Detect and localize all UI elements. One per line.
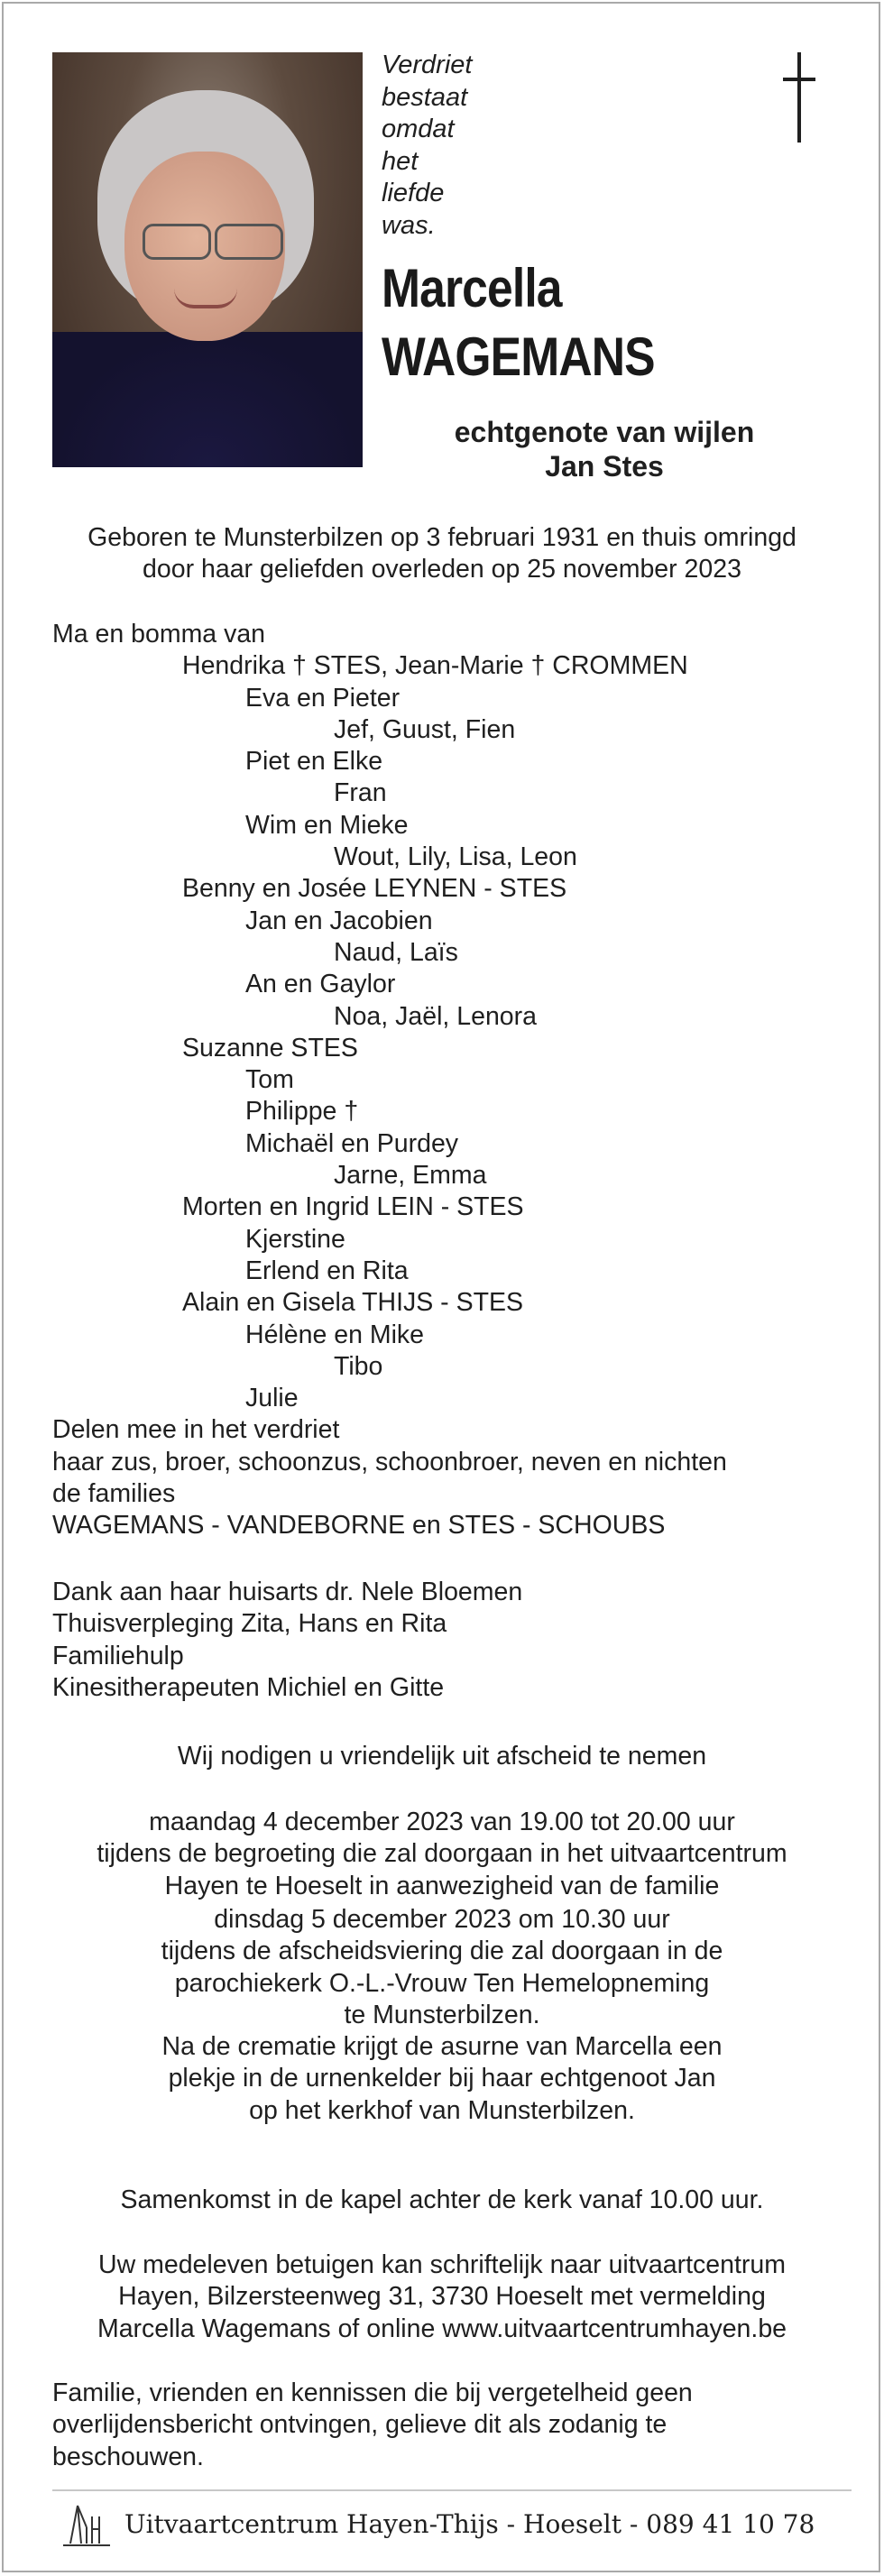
family-member-line: Noa, Jaël, Lenora [334, 1001, 537, 1031]
thanks-block: Dank aan haar huisarts dr. Nele Bloemen Thuisverpleging Zita, Hans en Rita Familiehulp Kinesitherapeuten Michiel en Gitte [52, 1578, 523, 1702]
family-member-line: Jef, Guust, Fien [334, 714, 516, 744]
family-member-line: Wim en Mieke [245, 810, 409, 840]
family-member-line: Philippe † [245, 1097, 359, 1127]
quote-line: liefde [382, 179, 445, 207]
family-member-line: Eva en Pieter [245, 683, 401, 713]
deceased-name [382, 254, 655, 391]
photo-glasses-left [143, 224, 211, 260]
family-member-line: Tom [245, 1065, 294, 1095]
cross-icon [783, 52, 815, 143]
funeral-home-logo-icon [60, 2500, 114, 2551]
family-member-line: haar zus, broer, schoonzus, schoonbroer, neven en nichten [52, 1447, 727, 1477]
footer [52, 2500, 852, 2551]
family-member-line: Kjerstine [245, 1224, 345, 1254]
footer-divider [52, 2489, 852, 2491]
photo-smile [174, 289, 237, 308]
spouse-info [388, 415, 821, 483]
family-member-line: Benny en Josée LEYNEN - STES [182, 874, 567, 904]
birth-death-info: Geboren te Munsterbilzen op 3 februari 1931 en thuis omringd door haar geliefden overleden op 25 november 2023 [87, 523, 797, 584]
family-member-line: Jan en Jacobien [245, 906, 433, 935]
family-member-line: Jarne, Emma [334, 1161, 487, 1191]
condolence-info: Uw medeleven betuigen kan schriftelijk naar uitvaartcentrum Hayen, Bilzersteenweg 31, 3730 Hoeselt met vermelding Marcella Wagemans of online www.uitvaartcentrumhayen.be [97, 2250, 787, 2343]
family-member-line: WAGEMANS - VANDEBORNE en STES - SCHOUBS [52, 1511, 666, 1541]
family-list [52, 619, 846, 1542]
quote [382, 50, 526, 242]
portrait-photo [52, 52, 363, 467]
family-member-line: Erlend en Rita [245, 1256, 409, 1285]
family-member-line: An en Gaylor [245, 970, 396, 999]
family-member-line: Naud, Laïs [334, 937, 458, 967]
family-member-line: Alain en Gisela THIJS - STES [182, 1288, 524, 1318]
first-name: Marcella [382, 258, 562, 318]
quote-line: bestaat [382, 82, 468, 112]
visitation-info: maandag 4 december 2023 van 19.00 tot 20.00 uur tijdens de begroeting die zal doorgaan in het uitvaartcentrum Hayen te Hoeselt in aanwezigheid van de familie [97, 1808, 787, 1900]
family-member-line: Fran [334, 778, 387, 808]
family-member-line: Hélène en Mike [245, 1320, 425, 1349]
ceremony-info: dinsdag 5 december 2023 om 10.30 uur tijdens de afscheidsviering die zal doorgaan in de parochiekerk O.-L.-Vrouw Ten Hemelopneming te Munsterbilzen. Na de crematie krijgt de asurne van Marcella een plekje in de urnenkelder bij haar echtgenoot Jan op het kerkhof van Munsterbilzen. [161, 1905, 723, 2125]
photo-glasses-right [215, 224, 283, 260]
last-name: WAGEMANS [382, 327, 655, 387]
quote-line: was. [382, 210, 436, 240]
family-member-line: Michaël en Purdey [245, 1128, 459, 1158]
quote-line: het [382, 146, 419, 176]
spouse-line: Jan Stes [545, 450, 664, 483]
photo-clothing [52, 332, 363, 467]
family-member-line: Piet en Elke [245, 747, 383, 777]
quote-line: omdat [382, 115, 455, 143]
family-member-line: Tibo [334, 1351, 383, 1381]
family-member-line: Suzanne STES [182, 1033, 358, 1063]
family-member-line: Delen mee in het verdriet [52, 1415, 340, 1445]
gathering-info: Samenkomst in de kapel achter de kerk vanaf 10.00 uur. [120, 2185, 764, 2214]
notice-info: Familie, vrienden en kennissen die bij vergetelheid geen overlijdensbericht ontvingen, gelieve dit als zodanig te beschouwen. [52, 2378, 693, 2471]
family-member-line: Julie [245, 1384, 299, 1413]
invitation: Wij nodigen u vriendelijk uit afscheid te nemen [177, 1742, 707, 1771]
family-member-line: de families [52, 1479, 176, 1509]
family-member-line: Morten en Ingrid LEIN - STES [182, 1192, 524, 1222]
family-intro: Ma en bomma van [52, 620, 266, 649]
spouse-line: echtgenote van wijlen [454, 416, 755, 448]
family-member-line: Hendrika † STES, Jean-Marie † CROMMEN [182, 651, 688, 681]
footer-contact: Uitvaartcentrum Hayen-Thijs - Hoeselt - 089 41 10 78 [124, 2509, 815, 2539]
family-member-line: Wout, Lily, Lisa, Leon [334, 842, 577, 872]
quote-line: Verdriet [382, 51, 473, 79]
